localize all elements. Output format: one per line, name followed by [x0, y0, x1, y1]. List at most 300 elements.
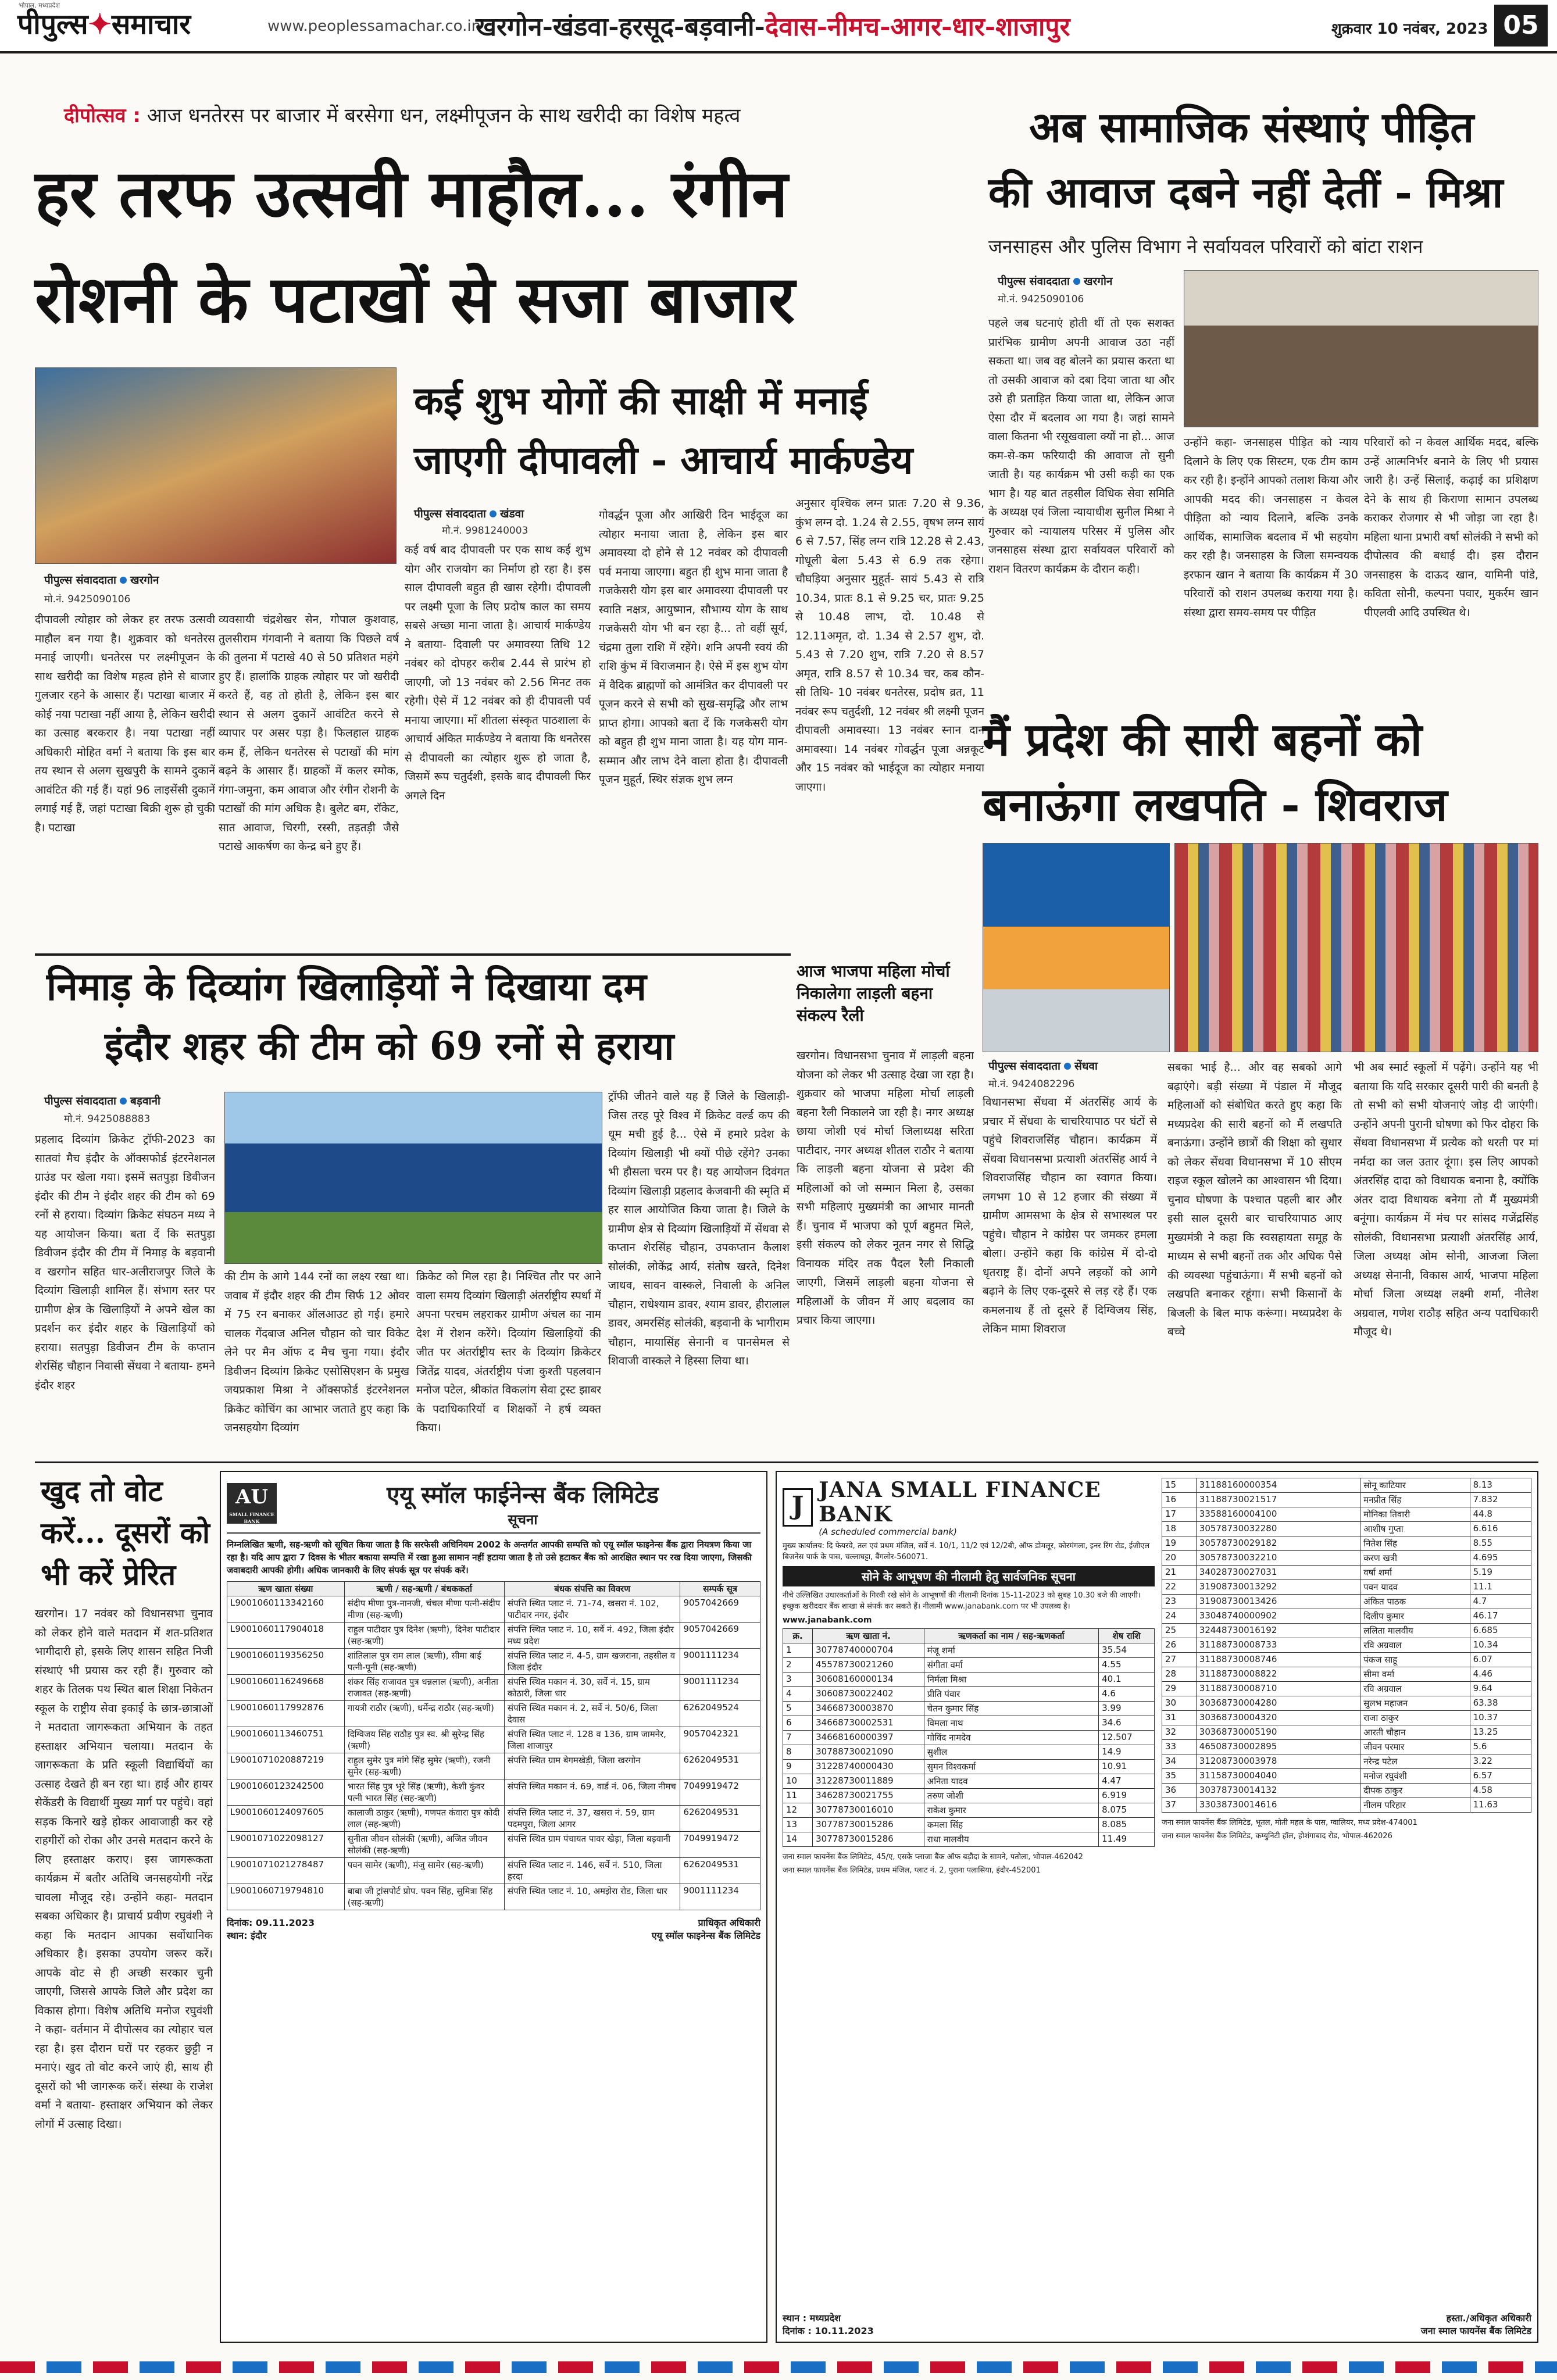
table-cell: 8.075 — [1099, 1803, 1155, 1818]
jana-footer-bank: जना स्माल फायनेंस बैंक लिमिटेड — [1420, 2325, 1531, 2336]
table-cell: ललिता मालवीय — [1360, 1624, 1470, 1638]
byline-dot-icon — [490, 510, 497, 517]
mishra-kicker: जनसाहस और पुलिस विभाग ने सर्वायवल परिवारों को बांटा राशन — [988, 235, 1423, 258]
table-cell: रवि अग्रवाल — [1360, 1638, 1470, 1653]
table-cell: 30368730004320 — [1196, 1711, 1360, 1725]
page-number: 05 — [1494, 5, 1548, 47]
table-cell: 4.47 — [1099, 1774, 1155, 1789]
table-cell: L9001060123242500 — [227, 1779, 345, 1806]
shivraj-body-col-2: सबका भाई है... और वह सबको आगे बढ़ाएंगे। बड़ी संख्या में पंडाल में मौजूद महिलाओं को संबोधित करते हुए कहा कि मध्यप्रदेश की सारी बहनों को मैं लखपति बनाऊंगा। उन्होंने छात्रों की शिक्षा को सुधार को लेकर सेंधवा विधानसभा में 10 सीएम राइज स्कूल खोलने का आश्वासन भी दिया। चुनाव घोषणा के पश्चात पहली बार और इसी साल दूसरी बार चाचरियापाठ आए मुख्यमंत्री ने कहा कि स्वसहायता समूह के माध्यम से सभी बहनों तक और अधिक पैसे की व्यवस्था पहुंचाऊंगा। मैं सभी बहनों को लखपति बनाकर रहूंगा। सभी किसानों के बिजली के बिल माफ करूंगा। मध्यप्रदेश के बच्चे — [1167, 1061, 1342, 1338]
vote-headline-2: करें... दूसरों को — [41, 1516, 210, 1550]
table-row — [783, 1731, 1155, 1745]
table-row — [783, 1658, 1155, 1673]
lead-body-col-2: व्यवसायी चंद्रशेखर सेन, गोपाल कुशवाह, तुलसीराम गंगवानी ने बताया कि पिछले वर्ष की तुलना में पटाखे 40 से 50 प्रतिशत महंगे हुए हैं। हालांकि ग्राहक त्योहार पर जो खरीदी करते हैं, वह तो होती है, लेकिन इस बार स्थान से अलग दुकानें आवंटित करने से व्यापार पर असर पड़ा है। फिलहाल ग्राहक कम हैं, लेकिन धनतेरस से पटाखों की मांग बढ़ने के आसार हैं। ग्राहकों में कलर स्मोक, गंगा-जमुना, कम आवाज और रंगीन रोशनी के पटाखों की मांग अधिक है। बुलेट बम, रॉकेट, सात आवाज, चिरगी, रस्सी, तड़तड़ी जैसे पटाखे आकर्षण का केन्द्र बने हुए हैं। — [219, 613, 399, 853]
table-cell: 37 — [1162, 1798, 1197, 1813]
jana-table-header-row — [783, 1629, 1155, 1643]
table-cell: 35 — [1162, 1769, 1197, 1784]
table-cell: चेतन कुमार सिंह — [924, 1702, 1098, 1716]
jana-title-block — [819, 1478, 1155, 1537]
table-cell: 6.57 — [1470, 1769, 1531, 1784]
table-cell: प्रीति पंवार — [924, 1687, 1098, 1702]
table-cell: संपत्ति स्थित प्लाट नं. 37, खसरा नं. 59, ग्राम पदमपुरा, जिला आगर — [504, 1806, 680, 1832]
table-cell: संपत्ति स्थित प्लाट नं. 71-74, खसरा नं. 102, पाटीदार नगर, इंदौर — [504, 1596, 680, 1623]
jana-footer-date: दिनांक : 10.11.2023 — [783, 2325, 874, 2336]
table-row — [1162, 1682, 1531, 1696]
table-cell: 7 — [783, 1731, 813, 1745]
lead-body-col-2-top — [224, 413, 399, 605]
logo-left: पीपुल्स — [17, 8, 88, 41]
au-footer-left — [227, 1916, 315, 1942]
table-cell: जीवन परमार — [1360, 1740, 1470, 1754]
table-row — [227, 1675, 760, 1701]
mishra-body-col-2: उन्होंने कहा- जनसाहस पीड़ित को न्याय दिलाने के लिए एक सिस्टम, एक टीम काम कर रही है। इन्होंने आपको तलाश किया और आपकी मदद की। जनसाहस न केवल पीड़िता को न्याय दिलाने, बल्कि उनके आर्थिक, सामाजिक बदलाव में भी सहयोग कर रही है। जनसाहस के जिला समन्वयक इरफान खान ने बताया कि कार्यक्रम में 30 परिवारों को राशन उपलब्ध कराया गया है। संस्था द्वारा समय-समय पर पीड़ित — [1184, 436, 1358, 619]
table-cell: L9001071022098127 — [227, 1832, 345, 1858]
table-row — [783, 1702, 1155, 1716]
table-cell: नीलम परिहार — [1360, 1798, 1470, 1813]
table-cell: 34668160000397 — [813, 1731, 924, 1745]
byline-place: बड़वानी — [130, 1095, 160, 1107]
table-cell: 8.55 — [1470, 1536, 1531, 1551]
table-cell: 32 — [1162, 1725, 1197, 1740]
table-row — [1162, 1725, 1531, 1740]
au-table-header-row — [227, 1582, 760, 1596]
jana-left-col — [783, 1478, 1155, 1876]
table-cell: राधा मालवीय — [924, 1832, 1098, 1847]
table-row — [227, 1596, 760, 1623]
table-cell: 34 — [1162, 1754, 1197, 1769]
cities-red: देवास-नीमच-आगर-धार-शाजापुर — [765, 12, 1070, 42]
cricket-body-col-4: ट्रॉफी जीतने वाले यह हैं जिले के खिलाड़ी- जिस तरह पूरे विश्व में क्रिकेट वर्ल्ड कप की धूम मची हुई है... ऐसे में हमारे प्रदेश के दिव्यांग खिलाड़ी भी क्यों पीछे रहेंगे? उनका भी हौसला चरम पर है। यह आयोजन दिवंगत दिव्यांग खिलाड़ी प्रहलाद केजवानी की स्मृति में हर साल आयोजित किया जाता है। जिले के ग्रामीण क्षेत्र से दिव्यांग खिलाड़ियों में सेंधवा से कप्तान शेरसिंह चौहान, उपकप्तान कैलाश सोलंकी, लोकेंद्र आर्य, संतोष खरते, दिनेश जाधव, सावन वास्कले, निवाली के अनिल चौहान, राधेश्याम डावर, श्याम डावर, हीरालाल डावर, अमरसिंह सोलंकी, बड़वानी के भागीराम चौहान, मायासिंह सेनानी व पानसेमल से शिवाजी वास्कले ने हिस्सा लिया था। — [608, 1090, 790, 1367]
table-cell: 14.9 — [1099, 1745, 1155, 1760]
table-cell: 31 — [1162, 1711, 1197, 1725]
mishra-photo — [1184, 270, 1538, 427]
table-cell: 5.19 — [1470, 1566, 1531, 1580]
jana-header — [783, 1478, 1155, 1537]
ads-divider — [35, 1461, 1538, 1463]
au-footer-date: दिनांक: 09.11.2023 — [227, 1917, 315, 1928]
table-cell: संपत्ति स्थित प्लाट नं. 128 व 136, ग्राम जामनेर, जिला शाजापुर — [504, 1727, 680, 1753]
table-cell: 31188730008710 — [1196, 1682, 1360, 1696]
byline-dot-icon — [1064, 1063, 1071, 1070]
mishra-headline-1: अब सामाजिक संस्थाएं पीड़ित — [1029, 102, 1474, 152]
masthead-url[interactable]: www.peoplessamachar.co.in — [267, 17, 481, 35]
au-table-body — [227, 1596, 760, 1910]
table-cell: 32448730016192 — [1196, 1624, 1360, 1638]
table-cell: 6 — [783, 1716, 813, 1731]
table-row — [783, 1673, 1155, 1687]
table-cell: 11 — [783, 1789, 813, 1803]
table-cell: 6.919 — [1099, 1789, 1155, 1803]
table-cell: 10 — [783, 1774, 813, 1789]
table-cell: सुमन विश्वकर्मा — [924, 1760, 1098, 1774]
masthead-cities — [476, 8, 1070, 43]
mishra-mobile: मो.नं. 9425090106 — [998, 294, 1084, 305]
table-cell: L9001060117992876 — [227, 1701, 345, 1727]
table-cell: 45578730021260 — [813, 1658, 924, 1673]
table-cell: 30368730005190 — [1196, 1725, 1360, 1740]
table-cell: 9057042669 — [680, 1596, 760, 1623]
table-row — [1162, 1493, 1531, 1507]
cricket-headline-2: इंदौर शहर की टीम को 69 रनों से हराया — [105, 1023, 674, 1069]
table-row — [783, 1745, 1155, 1760]
section-divider — [35, 953, 791, 956]
table-cell: 33038730014616 — [1196, 1798, 1360, 1813]
table-cell: राकेश कुमार — [924, 1803, 1098, 1818]
table-cell: संपत्ति स्थित प्लाट नं. 10, अमझेरा रोड, जिला धार — [504, 1884, 680, 1910]
table-cell: नितेश सिंह — [1360, 1536, 1470, 1551]
lead-headline-2: रोशनी के पटाखों से सजा बाजार — [35, 262, 795, 338]
mahila-headline-wrap — [797, 960, 971, 1026]
table-cell: 6.07 — [1470, 1653, 1531, 1667]
table-cell: 12 — [783, 1803, 813, 1818]
table-cell: 34628730021755 — [813, 1789, 924, 1803]
jana-branch-4: जना स्माल फायनेंस बैंक लिमिटेड, कम्युनिटी हॉल, होशंगाबाद रोड, भोपाल-462026 — [1162, 1832, 1392, 1841]
jana-table-right-body — [1162, 1478, 1531, 1813]
table-cell: 30608730022402 — [813, 1687, 924, 1702]
color-strip — [0, 2361, 1557, 2373]
table-cell: 29 — [1162, 1682, 1197, 1696]
table-cell: मोनिका तिवारी — [1360, 1507, 1470, 1522]
jana-col-no: क्र. — [783, 1629, 813, 1643]
yog-mobile: मो.नं. 9981240003 — [442, 525, 528, 537]
au-title: एयू स्मॉल फाईनेन्स बैंक लिमिटेड — [387, 1481, 659, 1509]
vote-headline-3: भी करें प्रेरित — [41, 1557, 176, 1592]
table-cell: 31158730004040 — [1196, 1769, 1360, 1784]
table-cell: 33588160004100 — [1196, 1507, 1360, 1522]
table-cell: 33048740000902 — [1196, 1609, 1360, 1624]
table-row — [227, 1623, 760, 1649]
table-cell: 26 — [1162, 1638, 1197, 1653]
table-cell: 20 — [1162, 1551, 1197, 1566]
mishra-body-col-1: पहले जब घटनाएं होती थीं तो एक सशक्त प्रारंभिक ग्रामीण अपनी आवाज उठा नहीं सकता था। जब वह बोलने का प्रयास करता था तो उसकी आवाज को दबा दिया जाता था और उसे ही प्रताड़ित किया जाता था, लेकिन आज ऐसा दौर में बदलाव आ गया है। जहां सामने वाला कितना भी रसूखवाला क्यों ना हो... आज कम-से-कम फरियादी की आवाज तो सुनी जाती है। यह कार्यक्रम भी उसी कड़ी का एक भाग है। यह बात तहसील विधिक सेवा समिति के अध्यक्ष एवं जिला न्यायाधीश सुनील मिश्रा ने गुरुवार को न्यायालय परिसर में पुलिस और जनसाहस संस्था द्वारा सर्वायवल परिवारों को राशन वितरण कार्यक्रम के दौरान कही। — [988, 317, 1174, 576]
byline-place: खरगोन — [1083, 275, 1113, 288]
table-cell: 34668730003870 — [813, 1702, 924, 1716]
table-cell: 4.7 — [1470, 1595, 1531, 1609]
table-row — [227, 1806, 760, 1832]
table-cell: 10.37 — [1470, 1711, 1531, 1725]
cricket-body-col-1: प्रहलाद दिव्यांग क्रिकेट ट्रॉफी-2023 का सातवां मैच इंदौर के ऑक्सफोर्ड इंटरनेशनल ग्राउंड पर खेला गया। इसमें सतपुड़ा डिवीजन इंदौर की टीम ने इंदौर शहर की टीम को 69 रनों से हराया। दिव्यांग क्रिकेट संघठन मध्य ने यह आयोजन किया। बता दें कि सतपुड़ा डिवीजन इंदौर की टीम में निमाड़ के बड़वानी व खरगोन सहित धार-अलीराजपुर जिले के दिव्यांग खिलाड़ी शामिल हैं। संभाग स्तर पर ग्रामीण क्षेत्र के खिलाड़ियों ने अपने खेल का प्रदर्शन कर इंदौर शहर के खिलाड़ियों को हराया। सतपुड़ा डिवीजन टीम के कप्तान शेरसिंह चौहान निवासी सेंधवा ने बताया- हमने इंदौर शहर — [35, 1133, 215, 1392]
table-cell: दिग्विजय सिंह राठौड़ पुत्र स्व. श्री सुरेन्द्र सिंह (ऋणी) — [344, 1727, 504, 1753]
table-cell: 5.6 — [1470, 1740, 1531, 1754]
table-cell: 4.695 — [1470, 1551, 1531, 1566]
table-cell: 31188730008822 — [1196, 1667, 1360, 1682]
table-row — [783, 1687, 1155, 1702]
table-cell: 3 — [783, 1673, 813, 1687]
table-row — [1162, 1507, 1531, 1522]
lead-byline — [44, 572, 159, 587]
table-cell: राजा ठाकुर — [1360, 1711, 1470, 1725]
table-cell: संदीप मीणा पुत्र-नानजी, चंचल मीणा पत्नी-संदीप मीणा (सह-ऋणी) — [344, 1596, 504, 1623]
jana-col-name: ऋणकर्ता का नाम / सह-ऋणकर्ता — [924, 1629, 1098, 1643]
table-cell: 7049919472 — [680, 1779, 760, 1806]
table-cell: 30578730032280 — [1196, 1522, 1360, 1536]
mahila-headline: आज भाजपा महिला मोर्चा निकालेगा लाड़ली बहना संकल्प रैली — [797, 962, 950, 1025]
table-row — [1162, 1624, 1531, 1638]
table-cell: 4.6 — [1099, 1687, 1155, 1702]
table-cell: 31228740000430 — [813, 1760, 924, 1774]
table-cell: 24 — [1162, 1609, 1197, 1624]
table-cell: मनोज रघुवंशी — [1360, 1769, 1470, 1784]
jana-footer — [783, 2311, 1531, 2337]
yog-body-col-1: कई वर्ष बाद दीपावली पर एक साथ कई शुभ योग और राजयोग का निर्माण हो रहा है। इस साल दीपावली बहुत ही खास रहेगी। दीपावली पर लक्ष्मी पूजा के लिए प्रदोष काल का समय सबसे अच्छा माना जाता है। आचार्य मार्कण्डेय ने बताया- दिवाली पर अमावस्या तिथि 12 नवंबर को दोपहर करीब 2.44 से प्रारंभ हो जाएगी, जो 13 नवंबर को 2.56 मिनट तक रहेगी। ऐसे में 12 नवंबर को ही दीपावली पर्व मनाया जाएगा। माँ शीतला संस्कृत पाठशाला के आचार्य अंकित मार्कण्डेय ने बताया कि धनतेरस से दीपावली का त्योहार शुरू हो जाता है, जिसमें रूप चतुर्दशी, इसके बाद दीपावली फिर अगले दिन — [405, 544, 591, 802]
table-row — [227, 1779, 760, 1806]
jana-footer-left — [783, 2311, 874, 2337]
byline-dot-icon — [120, 1098, 127, 1105]
table-cell: 27 — [1162, 1653, 1197, 1667]
table-cell: संपत्ति स्थित प्लाट नं. 146, सर्वे नं. 510, जिला हरदा — [504, 1858, 680, 1884]
byline-place: सेंधवा — [1074, 1060, 1098, 1073]
table-cell: 30788730021090 — [813, 1745, 924, 1760]
yog-body-col-3: अनुसार वृश्चिक लग्न प्रातः 7.20 से 9.36, कुंभ लग्न दो. 1.24 से 2.55, वृषभ लग्न सायं 6 से 7.57, सिंह लग्न रात्रि 12.28 से 2.43, गोधूली बेला 5.43 से 6.9 तक रहेगा। चौघड़िया अनुसार मुहूर्त- सायं 5.43 से रात्रि 10.34, प्रातः 8.1 से 9.25 चर, प्रातः 9.25 से 10.48 लाभ, दो. 10.48 से 12.11अमृत, दो. 1.34 से 2.57 शुभ, दो. 5.43 से 7.20 शुभ, रात्रि 7.20 से 8.57 अमृत, रात्रि 8.57 से 10.34 चर, कब कौन-सी तिथि- 10 नवंबर धनतेरस, प्रदोष व्रत, 11 नवंबर रूप चतुर्दशी, 12 नवंबर श्री लक्ष्मी पूजन दीपावली अमावस्या। 13 नवंबर स्नान दान अमावस्या। 14 नवंबर गोवर्द्धन पूजा अन्नकूट और 15 नवंबर को भाईदूज का त्योहार मनाया जाएगा। — [795, 497, 984, 794]
cricket-body-col-2: की टीम के आगे 144 रनों का लक्ष्य रखा था। जवाब में इंदौर शहर की टीम सिर्फ 12 ओवर में 75 रन बनाकर ऑलआउट हो गई। हमारे चालक गेंदबाज अनिल चौहान को चार विकेट लेने पर मैन ऑफ द मैच चुना गया। इंदौर डिवीजन दिव्यांग क्रिकेट एसोसिएशन के प्रमुख जयप्रकाश मिश्रा ने ऑक्सफोर्ड इंटरनेशनल क्रिकेट कोचिंग का आभार जताते हुए कहा कि जनसहयोग दिव्यांग — [224, 1270, 409, 1434]
table-cell: सुशील — [924, 1745, 1098, 1760]
table-cell: संपत्ति स्थित प्लाट नं. 10, सर्वे नं. 492, जिला इंदौर मध्य प्रदेश — [504, 1623, 680, 1649]
table-cell: 21 — [1162, 1566, 1197, 1580]
cricket-body-col-3: क्रिकेट को मिल रहा है। निश्चित तौर पर आने वाला समय दिव्यांग खिलाड़ी अंतर्राष्ट्रीय स्पर्धा में अपना परचम लहराकर ग्रामीण अंचल का नाम देश में रोशन करेंगे। दिव्यांग खिलाड़ियों की जीत पर अंतर्राष्ट्रीय स्तर के दिव्यांग क्रिकेटर जितेंद्र यादव, अंतर्राष्ट्रीय पंजा कुश्ती पहलवान मनोज पटेल, श्रीकांत विकलांग सेवा ट्रस्ट झाबर के पदाधिकारियों व शिक्षकों ने हर्ष व्यक्त किया। — [416, 1270, 601, 1434]
table-cell: संपत्ति स्थित मकान नं. 69, वार्ड नं. 06, जिला नीमच — [504, 1779, 680, 1806]
table-cell: 15 — [1162, 1478, 1197, 1493]
jana-footer-right — [1421, 2311, 1531, 2337]
table-cell: दिलीप कुमार — [1360, 1609, 1470, 1624]
kicker-label: दीपोत्सव : — [64, 104, 141, 127]
table-cell: 33 — [1162, 1740, 1197, 1754]
table-cell: L9001060113460751 — [227, 1727, 345, 1753]
table-row — [1162, 1551, 1531, 1566]
table-row — [783, 1832, 1155, 1847]
byline-place: खंडवा — [499, 508, 524, 520]
au-table — [227, 1581, 760, 1910]
table-row — [1162, 1798, 1531, 1813]
table-row — [783, 1774, 1155, 1789]
cities-black: खरगोन-खंडवा-हरसूद-बड़वानी- — [476, 12, 765, 42]
jana-subtitle: (A scheduled commercial bank) — [819, 1527, 957, 1537]
table-row — [227, 1727, 760, 1753]
table-row — [1162, 1740, 1531, 1754]
byline-dot-icon — [120, 577, 127, 584]
table-cell: निर्मला मिश्रा — [924, 1673, 1098, 1687]
table-cell: 25 — [1162, 1624, 1197, 1638]
table-cell: 34668730002531 — [813, 1716, 924, 1731]
table-cell: शांतिलाल पुत्र राम लाल (ऋणी), सीमा बाई पत्नी-पूनी (सह-ऋणी) — [344, 1649, 504, 1675]
table-row — [1162, 1478, 1531, 1493]
table-cell: आशीष गुप्ता — [1360, 1522, 1470, 1536]
table-cell: 30578730032210 — [1196, 1551, 1360, 1566]
table-cell: 31908730013292 — [1196, 1580, 1360, 1595]
table-cell: 10.34 — [1470, 1638, 1531, 1653]
au-footer-bank: एयू स्मॉल फाइनेन्स बैंक लिमिटेड — [651, 1930, 760, 1941]
table-cell: 31228730011889 — [813, 1774, 924, 1789]
table-cell: 46508730002895 — [1196, 1740, 1360, 1754]
newspaper-logo — [17, 5, 191, 42]
byline-place: खरगोन — [130, 574, 159, 587]
jana-content — [783, 1478, 1531, 1876]
table-cell: 30778730015286 — [813, 1832, 924, 1847]
table-cell: 35.54 — [1099, 1643, 1155, 1658]
table-cell: कमला सिंह — [924, 1818, 1098, 1832]
table-row — [1162, 1711, 1531, 1725]
table-cell: 6262049531 — [680, 1753, 760, 1779]
table-cell: संपत्ति स्थित मकान नं. 2, सर्वे नं. 50/6, जिला देवास — [504, 1701, 680, 1727]
shivraj-mobile: मो.नं. 9424082296 — [988, 1078, 1075, 1090]
au-col-contact: सम्पर्क सूत्र — [680, 1582, 760, 1596]
table-cell: कालाजी ठाकुर (ऋणी), गणपत कंवारा पुत्र कोदी लाल (सह-ऋणी) — [344, 1806, 504, 1832]
table-cell: 5 — [783, 1702, 813, 1716]
masthead — [0, 0, 1557, 53]
table-cell: 40.1 — [1099, 1673, 1155, 1687]
table-cell: 31188730021517 — [1196, 1493, 1360, 1507]
yog-body-col-2: गोवर्द्धन पूजा और आखिरी दिन भाईदूज का त्योहार मनाया जाता है, लेकिन इस बार अमावस्या दो होने से 12 नवंबर को दीपावली पर्व मनाया जाएगा। बहुत ही शुभ माना जाता है गजकेसरी योग इस बार अमावस्या दीपावली पर स्वाति नक्षत्र, आयुष्मान, सौभाग्य योग के साथ गजकेसरी योग भी बन रहा है... तो वहीं सूर्य, चंद्रमा तुला राशि में रहेंगे। शनि अपनी स्वयं की राशि कुंभ में विराजमान है। ऐसे में इस शुभ योग में वैदिक ब्राह्मणों को आमंत्रित कर दीपावली पर पूजन करने से सभी को सुख-समृद्धि और लाभ प्राप्त होगा। आपको बता दें कि गजकेसरी योग को बहुत ही शुभ माना जाता है। यह योग मान-सम्मान और लाभ देने वाला होता है। दीपावली पूजन मुहूर्त, स्थिर संज्ञक शुभ लग्न — [599, 509, 788, 786]
table-cell: करण खत्री — [1360, 1551, 1470, 1566]
table-cell: तरुण जोशी — [924, 1789, 1098, 1803]
table-cell: 6262049524 — [680, 1701, 760, 1727]
table-cell: संपत्ति स्थित प्लाट नं. 4-5, ग्राम खजराना, तहसील व जिला इंदौर — [504, 1649, 680, 1675]
lead-body-col-1: दीपावली त्योहार को लेकर हर तरफ उत्सवी माहौल बन गया है। शुक्रवार को धनतेरस मनाई जाएगी। धनतेरस पर लक्ष्मीपूजन के साथ खरीदी का विशेष महत्व होने से बाजार गुलजार रहने के आसार हैं। पटाखा बाजार में कोई नया पटाखा नहीं आया है, लेकिन खरीदी का उत्साह बरकरार है। नया पटाखा नहीं अधिकारी मोहित वर्मा ने बताया कि इस बार तय स्थान से अलग सुखपुरी के सामने दुकानें आवंटित की गई हैं। यहां 96 लाइसेंसी दुकानें लगाई गई हैं, जहां पटाखा बिक्री शुरू हो चुकी है। पटाखा — [35, 613, 215, 834]
table-cell: अनिता यादव — [924, 1774, 1098, 1789]
table-row — [1162, 1667, 1531, 1682]
au-footer-sign: प्राधिकृत अधिकारी — [698, 1917, 760, 1928]
table-row — [1162, 1536, 1531, 1551]
table-cell: 4 — [783, 1687, 813, 1702]
table-cell: 30608160000134 — [813, 1673, 924, 1687]
table-cell: 31908730013426 — [1196, 1595, 1360, 1609]
table-row — [227, 1858, 760, 1884]
jana-col-amount: शेष राशि — [1099, 1629, 1155, 1643]
table-row — [227, 1753, 760, 1779]
byline-text: पीपुल्स संवाददाता — [44, 574, 116, 587]
table-cell: गायत्री राठौर (ऋणी), धर्मेन्द्र राठौर (सह-ऋणी) — [344, 1701, 504, 1727]
table-cell: पंकज साहू — [1360, 1653, 1470, 1667]
cricket-mobile: मो.नं. 9425088883 — [64, 1113, 151, 1125]
table-cell: 34028730027031 — [1196, 1566, 1360, 1580]
table-cell: 17 — [1162, 1507, 1197, 1522]
lead-headline-1: हर तरफ उत्सवी माहौल... रंगीन — [35, 156, 788, 232]
shivraj-headline-1: मैं प्रदेश की सारी बहनों को — [983, 713, 1422, 766]
jana-table-right — [1162, 1478, 1531, 1813]
jana-footer-place: स्थान : मध्यप्रदेश — [783, 2313, 841, 2324]
table-cell: L9001071021278487 — [227, 1858, 345, 1884]
table-cell: 6.616 — [1470, 1522, 1531, 1536]
table-cell: दीपक ठाकुर — [1360, 1784, 1470, 1798]
lead-mobile: मो.नं. 9425090106 — [44, 594, 131, 605]
table-cell: 9.64 — [1470, 1682, 1531, 1696]
jana-notice: नीचे उल्लिखित उधारकर्ताओं के गिरवी रखे सोने के आभूषणों की नीलामी दिनांक 15-11-2023 को सुबह 10.30 बजे की जाएगी। इच्छुक खरीददार बैंक शाखा से संपर्क कर सकते हैं। नीलामी www.janabank.com पर भी उपलब्ध है। — [783, 1591, 1141, 1611]
mishra-byline — [998, 273, 1112, 288]
table-cell: संपत्ति स्थित मकान नं. 30, सर्वे नं. 15, ग्राम कोठारी, जिला धार — [504, 1675, 680, 1701]
jana-branch-3: जना स्माल फायनेंस बैंक लिमिटेड, भूतल, मोती महल के पास, ग्वालियर, मध्य प्रदेश-474001 — [1162, 1818, 1417, 1827]
cricket-headline-1: निमाड़ के दिव्यांग खिलाड़ियों ने दिखाया दम — [47, 964, 647, 1009]
table-cell: संपत्ति स्थित ग्राम पंचायत पावर खेड़ा, जिला बड़वानी — [504, 1832, 680, 1858]
au-col-property: बंधक संपत्ति का विवरण — [504, 1582, 680, 1596]
table-cell: 13 — [783, 1818, 813, 1832]
table-cell: 11.49 — [1099, 1832, 1155, 1847]
table-cell: 1 — [783, 1643, 813, 1658]
table-cell: बाबा जी ट्रांसपोर्ट प्रोप. पवन सिंह, सुमित्रा सिंह (सह-ऋणी) — [344, 1884, 504, 1910]
table-cell: पवन सामेर (ऋणी), मंजु सामेर (सह-ऋणी) — [344, 1858, 504, 1884]
jana-right-col — [1162, 1478, 1531, 1876]
table-cell: 46.17 — [1470, 1609, 1531, 1624]
table-cell: 30778730016010 — [813, 1803, 924, 1818]
table-cell: भारत सिंह पुत्र भूरे सिंह (ऋणी), केशी कुंवर पत्नी भारत सिंह (सह-ऋणी) — [344, 1779, 504, 1806]
table-cell: 9057042321 — [680, 1727, 760, 1753]
shivraj-body-col-3: भी अब स्मार्ट स्कूलों में पढ़ेंगे। उन्होंने यह भी बताया कि यदि सरकार दूसरी पारी की बनती है तो सभी को सभी योजनाएं जोड़ दी जाएंगी। उन्होंने अपनी पुरानी घोषणा को फिर दोहरा कि सेंधवा विधानसभा में प्रत्येक को धरती पर मां नर्मदा का जल उतार दूंगा। इस लिए आपको अंतरसिंह दादा को विधायक बनाना है, क्योंकि अंतर दादा विधायक बनेगा तो मैं मुख्यमंत्री बनूंगा। कार्यक्रम में मंच पर सांसद गजेंद्रसिंह सोलंकी, विधानसभा प्रत्याशी अंतरसिंह आर्य, जिला अध्यक्ष ओम सोनी, आजजा जिला अध्यक्ष सेनानी, विकास आर्य, भाजपा महिला मोर्चा जिला अध्यक्ष लक्ष्मी शर्मा, नीलेश अग्रवाल, गणेश राठौड़ सहित अन्य पदाधिकारी मौजूद थे। — [1354, 1061, 1538, 1338]
table-cell: वर्षा शर्मा — [1360, 1566, 1470, 1580]
table-cell: 30378730014132 — [1196, 1784, 1360, 1798]
table-cell: 6262049531 — [680, 1858, 760, 1884]
table-cell: मंजू शर्मा — [924, 1643, 1098, 1658]
table-cell: 2 — [783, 1658, 813, 1673]
table-cell: आरती चौहान — [1360, 1725, 1470, 1740]
table-cell: 44.8 — [1470, 1507, 1531, 1522]
table-row — [1162, 1580, 1531, 1595]
mahila-body: खरगोन। विधानसभा चुनाव में लाड़ली बहना योजना को लेकर भी उत्साह देखा जा रहा है। शुक्रवार को भाजपा महिला मोर्चा लाड़ली बहना रैली निकालने जा रही है। नगर अध्यक्ष छाया जोशी एवं मोर्चा जिलाध्यक्ष सरिता पाटीदार, नगर अध्यक्ष शीतल राठौर ने बताया कि लाड़ली बहना योजना से प्रदेश की महिलाओं को जो सम्मान मिला है, उसका सभी महिलाएं मुख्यमंत्री का आभार मानती हैं। चुनाव में भाजपा को पूर्ण बहुमत मिले, इसी संकल्प को लेकर नूतन नगर से सिद्धि विनायक मंदिर तक पैदल रैली निकाली जाएगी, जिसमें लाड़ली बहना योजना से महिलाओं के जीवन में आए बदलाव का प्रचार किया जाएगा। — [797, 1049, 974, 1327]
table-cell: L9001060116249668 — [227, 1675, 345, 1701]
table-cell: 34.6 — [1099, 1716, 1155, 1731]
table-cell: 16 — [1162, 1493, 1197, 1507]
table-cell: 31188730008733 — [1196, 1638, 1360, 1653]
au-footer-place: स्थान: इंदौर — [227, 1930, 267, 1941]
table-cell: 19 — [1162, 1536, 1197, 1551]
table-cell: 30778730015286 — [813, 1818, 924, 1832]
table-cell: 7049919472 — [680, 1832, 760, 1858]
table-cell: 3.22 — [1470, 1754, 1531, 1769]
table-cell: रवि अग्रवाल — [1360, 1682, 1470, 1696]
table-cell: 18 — [1162, 1522, 1197, 1536]
jana-banner: सोने के आभूषण की नीलामी हेतु सार्वजनिक सूचना — [783, 1566, 1155, 1586]
table-cell: 30 — [1162, 1696, 1197, 1711]
yog-headline-2: जाएगी दीपावली - आचार्य मार्कण्डेय — [414, 437, 913, 483]
table-cell: 8 — [783, 1745, 813, 1760]
table-cell: 31188160000354 — [1196, 1478, 1360, 1493]
table-cell: 13.25 — [1470, 1725, 1531, 1740]
table-cell: 9 — [783, 1760, 813, 1774]
shivraj-photo-crowd — [1174, 843, 1538, 1052]
table-row — [1162, 1595, 1531, 1609]
table-cell: L9001060719794810 — [227, 1884, 345, 1910]
table-cell: 9001111234 — [680, 1675, 760, 1701]
table-cell: 11.1 — [1470, 1580, 1531, 1595]
table-cell: 14 — [783, 1832, 813, 1847]
jana-table-left — [783, 1628, 1155, 1847]
table-cell: सोनू काटियार — [1360, 1478, 1470, 1493]
jana-branch-1: जना स्माल फायनेंस बैंक लिमिटेड, 45/ए, एसके प्लाजा बैंक ऑफ बड़ौदा के सामने, पतोला, भोपाल-462042 — [783, 1853, 1083, 1861]
table-cell: 28 — [1162, 1667, 1197, 1682]
jana-col-account: ऋण खाता नं. — [813, 1629, 924, 1643]
table-row — [783, 1789, 1155, 1803]
table-cell: पवन यादव — [1360, 1580, 1470, 1595]
table-cell: 63.38 — [1470, 1696, 1531, 1711]
table-cell: 4.46 — [1470, 1667, 1531, 1682]
au-logo-sub: SMALL FINANCE BANK — [229, 1511, 274, 1524]
logo-star-icon: ✦ — [88, 8, 112, 41]
table-cell: L9001060117904018 — [227, 1623, 345, 1649]
table-cell: 30368730004280 — [1196, 1696, 1360, 1711]
table-row — [1162, 1653, 1531, 1667]
table-cell: 11.63 — [1470, 1798, 1531, 1813]
au-logo — [227, 1483, 277, 1524]
jana-website-link[interactable]: www.janabank.com — [783, 1616, 872, 1625]
au-bank-ad — [220, 1471, 767, 2343]
au-notice: निम्नलिखित ऋणी, सह-ऋणी को सूचित किया जाता है कि सरफेसी अधिनियम 2002 के अन्तर्गत आपकी सम्पत्ति को एयू स्मॉल फाइनेन्स बैंक द्वारा नियत्रण किया जा रहा है। यदि आप द्वारा 7 दिवस के भीतर बकाया सम्पत्ति में रखा हुआ सामान नहीं हटाया जाता है तो उसे हटाकर बैंक को आरक्षित स्थान पर रख दिया जाएगा, जिसकी जवाबदारी आपकी होगी। अधिक जानकारी के लिए संपर्क सूत्र पर संपर्क करें। — [227, 1539, 752, 1575]
table-cell: संगीता वर्मा — [924, 1658, 1098, 1673]
table-row — [1162, 1638, 1531, 1653]
table-row — [1162, 1696, 1531, 1711]
table-row — [783, 1803, 1155, 1818]
byline-text: पीपुल्स संवाददाता — [44, 1095, 116, 1107]
au-title-block — [285, 1478, 760, 1529]
au-footer — [227, 1916, 760, 1942]
table-cell: 8.085 — [1099, 1818, 1155, 1832]
table-cell: 22 — [1162, 1580, 1197, 1595]
